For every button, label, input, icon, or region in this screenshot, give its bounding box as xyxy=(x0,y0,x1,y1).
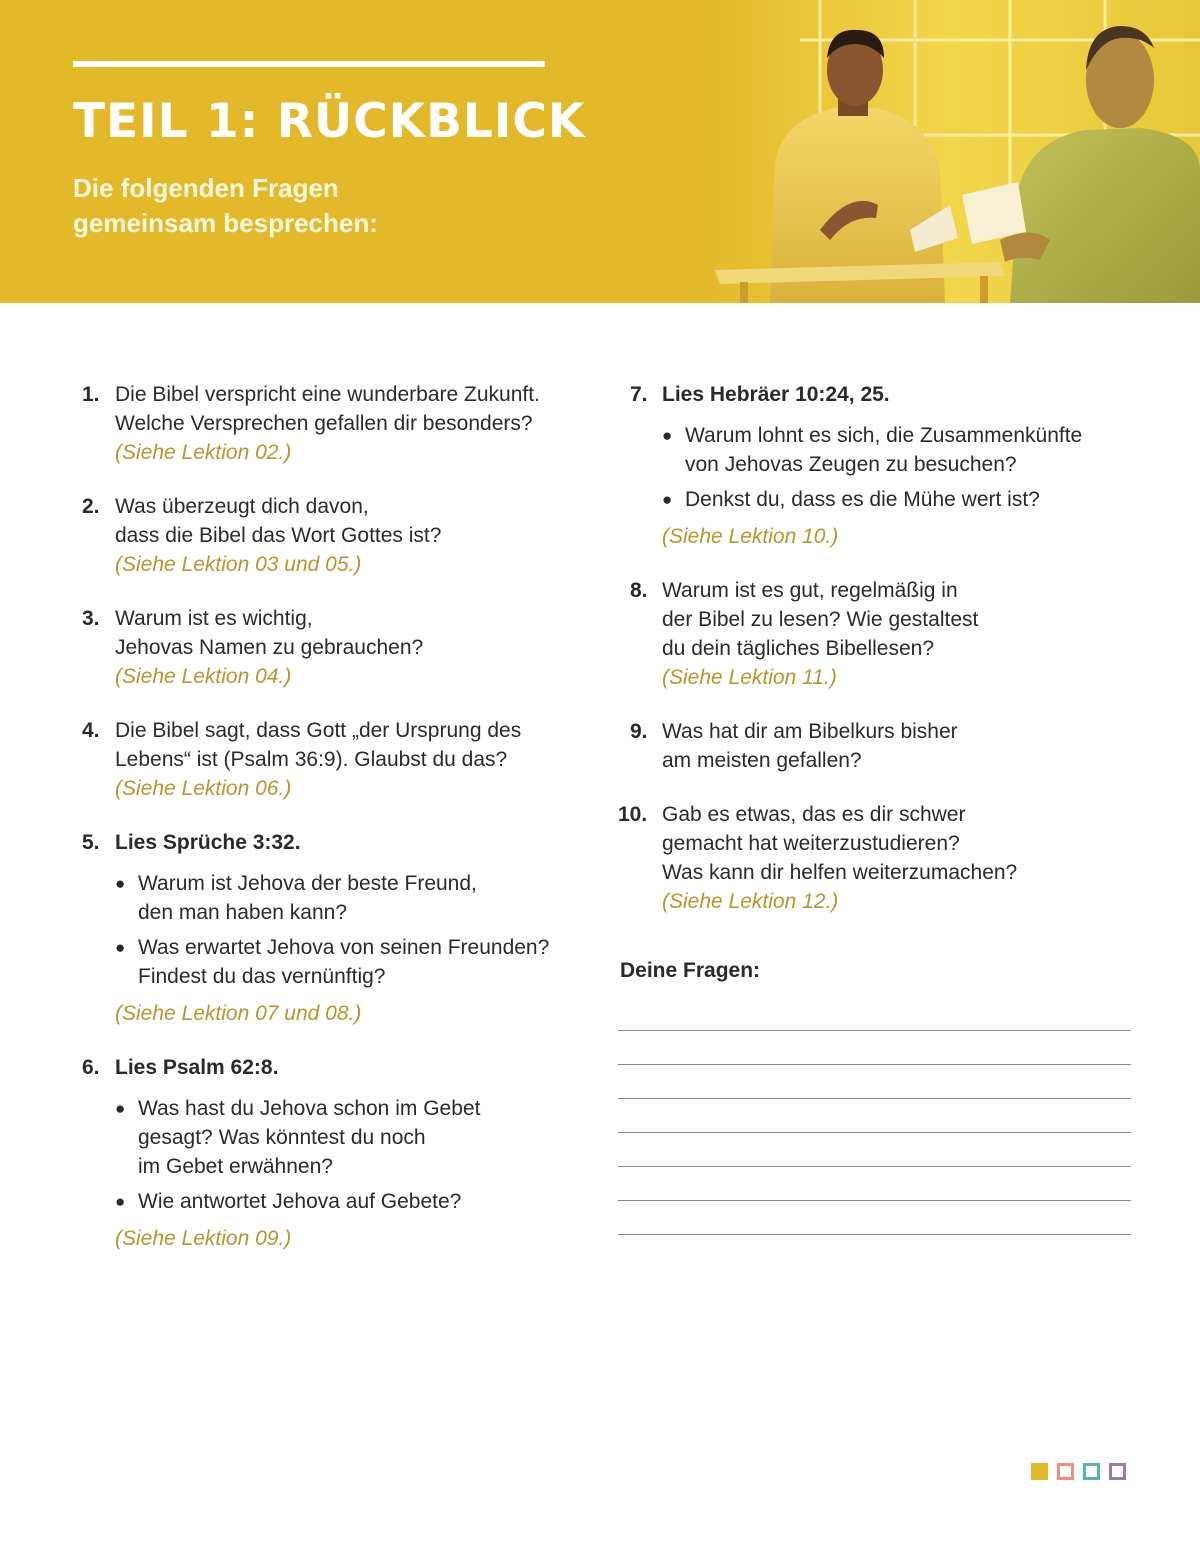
square-outline-icon xyxy=(1057,1463,1074,1480)
question-line: Die Bibel sagt, dass Gott „der Ursprung des xyxy=(115,719,522,742)
question-line: der Bibel zu lesen? Wie gestaltest xyxy=(662,608,979,631)
question-number: 8. xyxy=(630,579,648,602)
bullet-icon: ● xyxy=(115,1099,126,1118)
bullet-line: Findest du das vernünftig? xyxy=(138,965,386,988)
answer-line xyxy=(618,1201,1131,1235)
bullet-item xyxy=(115,1187,592,1216)
question-line: Welche Versprechen gefallen dir besonders? xyxy=(115,412,533,435)
question-line: Was überzeugt dich davon, xyxy=(115,495,369,518)
answer-line xyxy=(618,1167,1131,1201)
answer-line xyxy=(618,1065,1131,1099)
question-text: Lies Psalm 62:8. xyxy=(115,1056,279,1079)
question-line: gemacht hat weiterzustudieren? xyxy=(662,832,960,855)
lesson-reference: (Siehe Lektion 11.) xyxy=(662,666,837,689)
questions-right-column xyxy=(618,380,1138,1235)
question-text: Lies Sprüche 3:32. xyxy=(115,831,301,854)
question-number: 2. xyxy=(82,495,100,518)
lesson-reference: (Siehe Lektion 06.) xyxy=(115,777,292,800)
bullet-icon: ● xyxy=(662,426,673,445)
answer-line xyxy=(618,1031,1131,1065)
bullet-item xyxy=(115,1094,592,1181)
bullet-icon: ● xyxy=(662,490,673,509)
bullet-item xyxy=(662,421,1138,479)
question-number: 10. xyxy=(618,803,648,826)
question-8 xyxy=(618,576,1138,692)
question-line: Jehovas Namen zu gebrauchen? xyxy=(115,636,424,659)
subtitle-line: gemeinsam besprechen: xyxy=(73,208,378,238)
lesson-reference: (Siehe Lektion 02.) xyxy=(115,441,292,464)
bullet-item xyxy=(115,933,592,991)
bullet-list xyxy=(115,869,592,991)
section-progress-squares xyxy=(1031,1463,1126,1480)
lesson-reference: (Siehe Lektion 07 und 08.) xyxy=(115,1002,362,1025)
question-text: Lies Hebräer 10:24, 25. xyxy=(662,383,890,406)
question-text xyxy=(662,717,1138,775)
question-text xyxy=(115,716,592,774)
subtitle-line: Die folgenden Fragen xyxy=(73,173,339,203)
square-outline-icon xyxy=(1109,1463,1126,1480)
question-1 xyxy=(82,380,592,467)
question-line: Die Bibel verspricht eine wunderbare Zukunft. xyxy=(115,383,540,406)
bullet-icon: ● xyxy=(115,938,126,957)
lesson-reference: (Siehe Lektion 03 und 05.) xyxy=(115,553,362,576)
bullet-line: Wie antwortet Jehova auf Gebete? xyxy=(138,1190,462,1213)
question-number: 3. xyxy=(82,607,100,630)
header-rule xyxy=(73,61,545,67)
page-subtitle xyxy=(73,171,378,241)
question-10 xyxy=(618,800,1138,916)
square-outline-icon xyxy=(1083,1463,1100,1480)
question-3 xyxy=(82,604,592,691)
lesson-reference: (Siehe Lektion 10.) xyxy=(662,525,839,548)
question-line: Warum ist es wichtig, xyxy=(115,607,313,630)
question-7 xyxy=(618,380,1138,551)
lesson-reference: (Siehe Lektion 09.) xyxy=(115,1227,292,1250)
question-number: 1. xyxy=(82,383,100,406)
lesson-reference: (Siehe Lektion 04.) xyxy=(115,665,292,688)
lesson-reference: (Siehe Lektion 12.) xyxy=(662,890,839,913)
question-line: Was hat dir am Bibelkurs bisher xyxy=(662,720,958,743)
bullet-line: Denkst du, dass es die Mühe wert ist? xyxy=(685,488,1040,511)
question-5 xyxy=(82,828,592,1028)
bullet-item xyxy=(662,485,1138,514)
question-number: 6. xyxy=(82,1056,100,1079)
question-number: 4. xyxy=(82,719,100,742)
question-line: Lebens“ ist (Psalm 36:9). Glaubst du das? xyxy=(115,748,508,771)
bullet-line: den man haben kann? xyxy=(138,901,348,924)
question-text xyxy=(115,380,592,438)
page-title: TEIL 1: RÜCKBLICK xyxy=(73,94,586,149)
question-text xyxy=(115,604,592,662)
question-4 xyxy=(82,716,592,803)
question-line: Gab es etwas, das es dir schwer xyxy=(662,803,966,826)
square-filled-icon xyxy=(1031,1463,1048,1480)
header-banner xyxy=(0,0,1200,303)
questions-left-column xyxy=(82,380,592,1278)
question-text xyxy=(662,800,1138,887)
question-2 xyxy=(82,492,592,579)
question-text xyxy=(662,576,1138,663)
answer-line xyxy=(618,997,1131,1031)
bullet-line: im Gebet erwähnen? xyxy=(138,1155,333,1178)
bullet-icon: ● xyxy=(115,1192,126,1211)
bullet-list xyxy=(662,421,1138,514)
question-number: 9. xyxy=(630,720,648,743)
bullet-line: von Jehovas Zeugen zu besuchen? xyxy=(685,453,1017,476)
bullet-line: gesagt? Was könntest du noch xyxy=(138,1126,426,1149)
question-line: dass die Bibel das Wort Gottes ist? xyxy=(115,524,442,547)
bullet-line: Was erwartet Jehova von seinen Freunden? xyxy=(138,936,550,959)
question-line: am meisten gefallen? xyxy=(662,749,862,772)
bullet-line: Warum ist Jehova der beste Freund, xyxy=(138,872,477,895)
your-questions-label: Deine Fragen: xyxy=(620,959,761,982)
question-line: Warum ist es gut, regelmäßig in xyxy=(662,579,958,602)
question-number: 7. xyxy=(630,383,648,406)
bullet-icon: ● xyxy=(115,874,126,893)
question-text xyxy=(115,492,592,550)
answer-lines xyxy=(618,997,1138,1235)
bullet-line: Warum lohnt es sich, die Zusammenkünfte xyxy=(685,424,1083,447)
question-line: Was kann dir helfen weiterzumachen? xyxy=(662,861,1018,884)
bullet-list xyxy=(115,1094,592,1216)
bullet-line: Was hast du Jehova schon im Gebet xyxy=(138,1097,481,1120)
question-line: du dein tägliches Bibellesen? xyxy=(662,637,935,660)
answer-line xyxy=(618,1099,1131,1133)
question-6 xyxy=(82,1053,592,1253)
question-9 xyxy=(618,717,1138,775)
two-men-bible-study-illustration xyxy=(700,0,1200,303)
bullet-item xyxy=(115,869,592,927)
question-number: 5. xyxy=(82,831,100,854)
answer-line xyxy=(618,1133,1131,1167)
